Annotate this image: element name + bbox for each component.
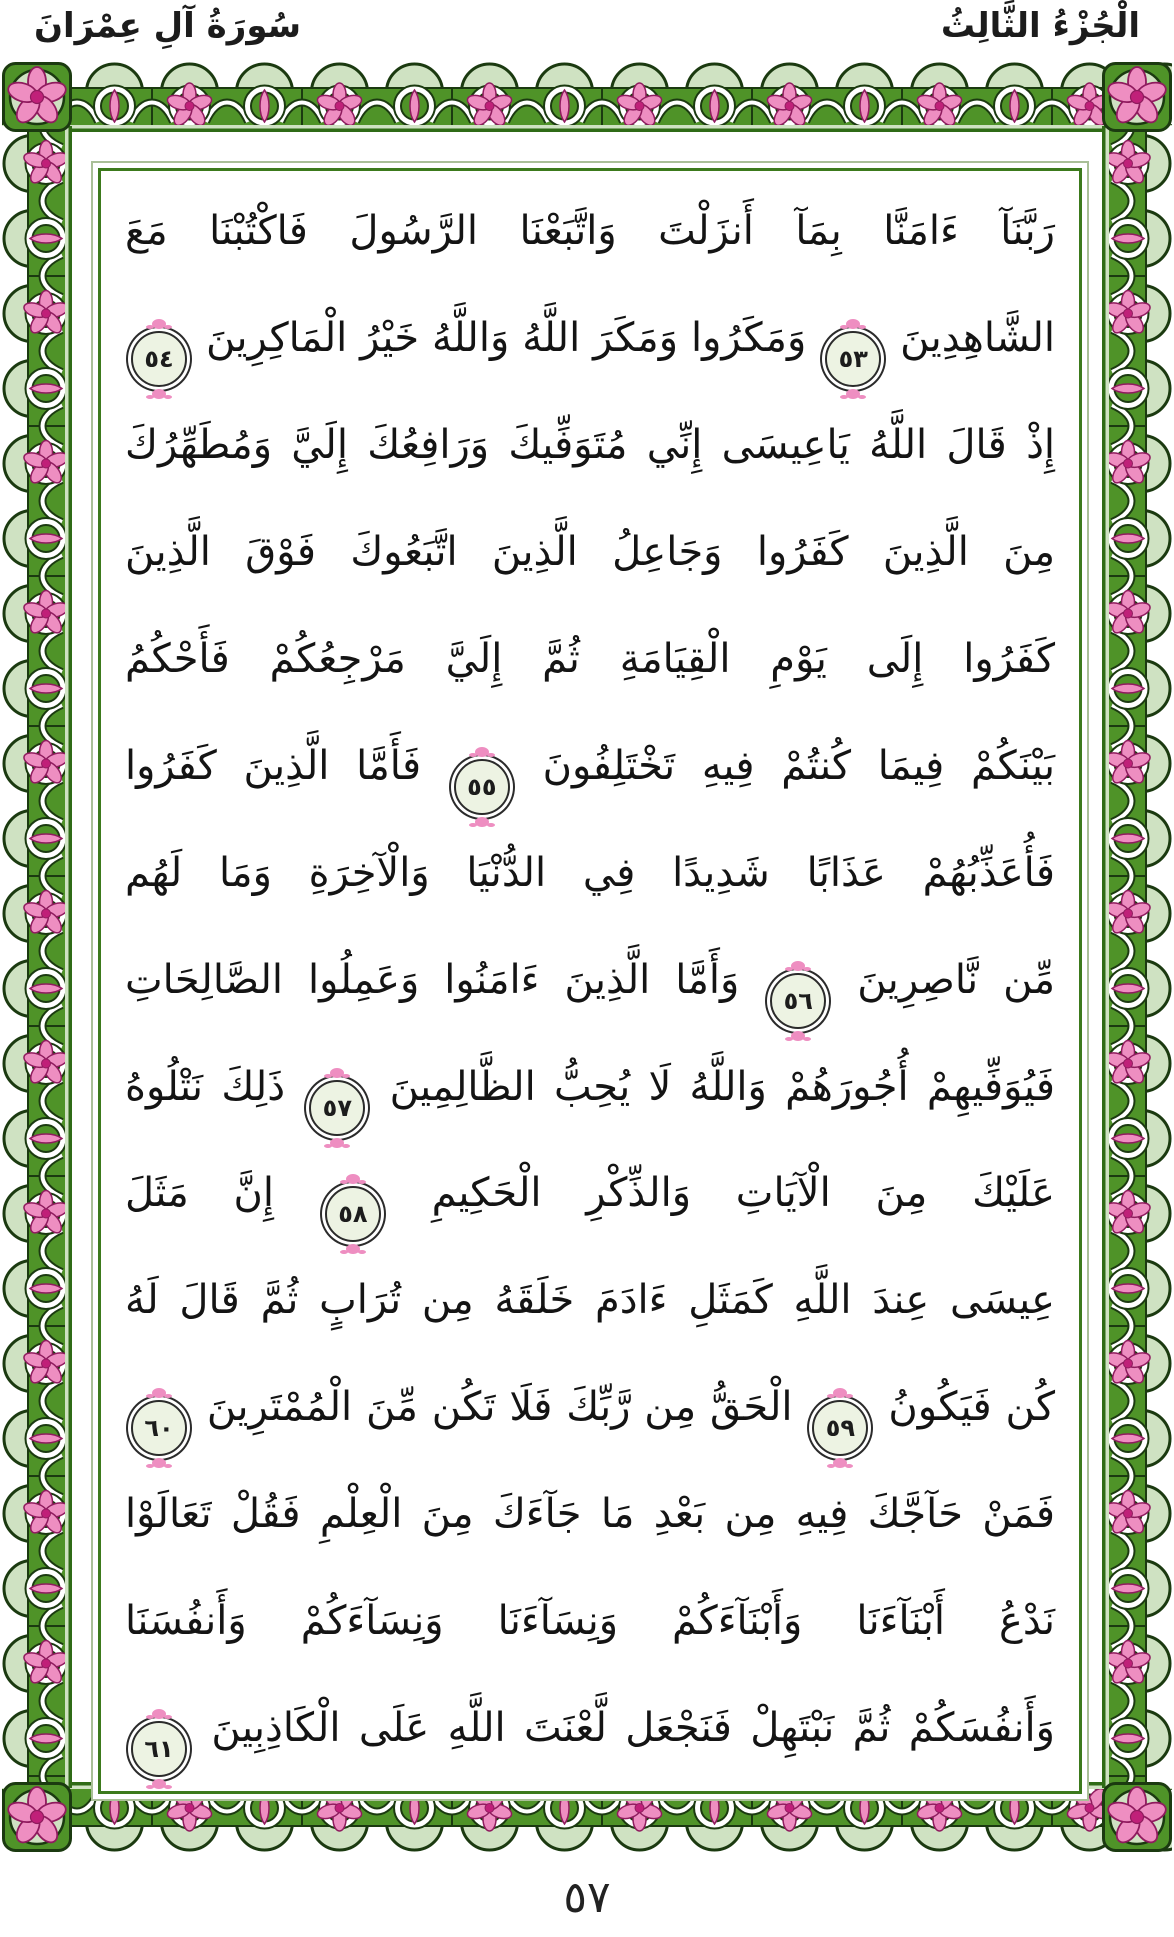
corner-flower-icon (1102, 62, 1172, 132)
quran-line (125, 1035, 1055, 1142)
verse-number-badge: ٦٠ (131, 1400, 187, 1456)
quran-line (125, 1462, 1055, 1569)
ayah-text: كُن فَيَكُونُ (888, 1384, 1056, 1431)
border-ornament-right (1102, 126, 1172, 1788)
quran-line (125, 607, 1055, 714)
quran-line (125, 1248, 1055, 1355)
quran-line (125, 821, 1055, 928)
ayah-text: عِيسَى عِندَ اللَّهِ كَمَثَلِ ءَادَمَ خَلَقَهُ مِن تُرَابٍ ثُمَّ قَالَ لَهُ (125, 1277, 1055, 1324)
juz-title: الْجُزْءُ الثَّالِثُ (940, 6, 1140, 46)
verse-number-badge: ٥٨ (325, 1186, 381, 1242)
ayah-text: فَمَنْ حَآجَّكَ فِيهِ مِن بَعْدِ مَا جَآءَكَ مِنَ الْعِلْمِ فَقُلْ تَعَالَوْا (125, 1491, 1055, 1538)
ayah-text: وَمَكَرُوا وَمَكَرَ اللَّهُ وَاللَّهُ خَيْرُ الْمَاكِرِينَ (205, 314, 807, 361)
ayah-text: فَأَمَّا الَّذِينَ كَفَرُوا (125, 742, 422, 789)
ayah-text: كَفَرُوا إِلَى يَوْمِ الْقِيَامَةِ ثُمَّ إِلَيَّ مَرْجِعُكُمْ فَأَحْكُمُ (125, 635, 1055, 682)
corner-flower-icon (2, 1782, 72, 1852)
ayah-text: الشَّاهِدِينَ (900, 314, 1056, 361)
ayah-text: إِذْ قَالَ اللَّهُ يَاعِيسَى إِنِّي مُتَوَفِّيكَ وَرَافِعُكَ إِلَيَّ وَمُطَهِّرُكَ (125, 421, 1055, 468)
verse-number-badge: ٥٥ (454, 759, 510, 815)
verse-number-badge: ٦١ (131, 1721, 187, 1777)
verse-number-badge: ٥٣ (825, 331, 881, 387)
verse-number-badge: ٥٩ (812, 1400, 868, 1456)
page-number: ٥٧ (563, 1872, 611, 1923)
verse-number-badge: ٥٦ (770, 973, 826, 1029)
ayah-text: الْحَقُّ مِن رَّبِّكَ فَلَا تَكُن مِّنَ الْمُمْتَرِينَ (206, 1384, 793, 1431)
ayah-text: نَدْعُ أَبْنَآءَنَا وَأَبْنَآءَكُمْ وَنِسَآءَنَا وَنِسَآءَكُمْ وَأَنفُسَنَا (125, 1598, 1055, 1645)
quran-line (125, 1569, 1055, 1676)
ayah-text: عَلَيْكَ مِنَ الْآيَاتِ وَالذِّكْرِ الْحَكِيمِ (431, 1170, 1056, 1217)
ayah-text: فَأُعَذِّبُهُمْ عَذَابًا شَدِيدًا فِي الدُّنْيَا وَالْآخِرَةِ وَمَا لَهُم (125, 849, 1055, 896)
corner-flower-icon (2, 62, 72, 132)
verse-number-badge: ٥٧ (309, 1080, 365, 1136)
quran-line (125, 1141, 1055, 1248)
quran-line (125, 714, 1055, 821)
quran-line (125, 500, 1055, 607)
text-frame (98, 168, 1082, 1794)
surah-title: سُورَةُ آلِ عِمْرَانَ (34, 6, 302, 46)
ayah-text: إِنَّ مَثَلَ (125, 1170, 275, 1217)
quran-line (125, 1355, 1055, 1462)
border-ornament-top (2, 62, 1172, 132)
quran-line (125, 286, 1055, 393)
quran-line (125, 393, 1055, 500)
ayah-text: وَأَنفُسَكُمْ ثُمَّ نَبْتَهِلْ فَنَجْعَل لَّعْنَتَ اللَّهِ عَلَى الْكَاذِبِينَ (211, 1705, 1055, 1752)
ayah-text: رَبَّنَآ ءَامَنَّا بِمَآ أَنزَلْتَ وَاتَّبَعْنَا الرَّسُولَ فَاكْتُبْنَا مَعَ (125, 208, 1055, 254)
quran-line (125, 1676, 1055, 1783)
quran-line (125, 928, 1055, 1035)
ayah-text: ذَلِكَ نَتْلُوهُ (125, 1063, 286, 1110)
quran-text (125, 179, 1055, 1783)
corner-flower-icon (1102, 1782, 1172, 1852)
verse-number-badge: ٥٤ (131, 331, 187, 387)
ayah-text: فَيُوَفِّيهِمْ أُجُورَهُمْ وَاللَّهُ لَا يُحِبُّ الظَّالِمِينَ (389, 1063, 1055, 1110)
border-ornament-left (2, 126, 72, 1788)
ayah-text: بَيْنَكُمْ فِيمَا كُنتُمْ فِيهِ تَخْتَلِفُونَ (542, 742, 1055, 789)
ayah-text: وَأَمَّا الَّذِينَ ءَامَنُوا وَعَمِلُوا الصَّالِحَاتِ (125, 956, 740, 1003)
ayah-text: مِّن نَّاصِرِينَ (857, 956, 1056, 1003)
ayah-text: مِنَ الَّذِينَ كَفَرُوا وَجَاعِلُ الَّذِينَ اتَّبَعُوكَ فَوْقَ الَّذِينَ (125, 528, 1055, 575)
quran-line (125, 179, 1055, 286)
